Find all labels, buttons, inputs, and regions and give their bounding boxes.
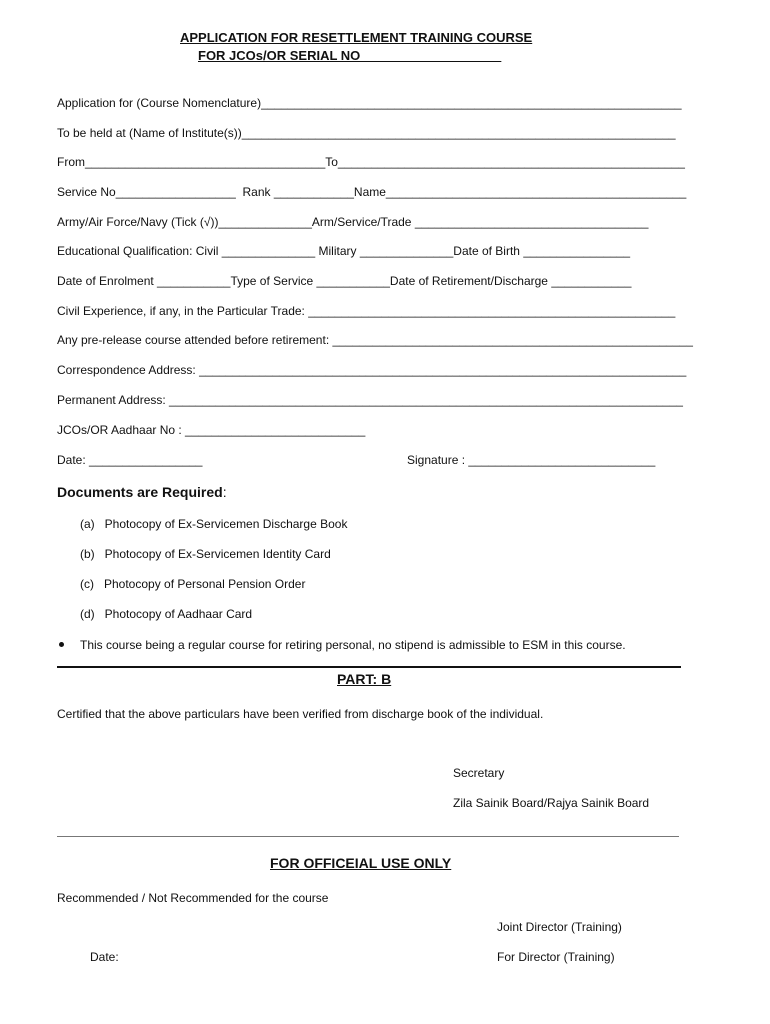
official-use-heading: FOR OFFICEIAL USE ONLY [270,855,452,871]
correspondence-address-field[interactable]: Correspondence Address: _________________________________________________________________________ [57,363,687,377]
sainik-board-label: Zila Sainik Board/Rajya Sainik Board [453,796,650,810]
enrolment-field[interactable]: Date of Enrolment ___________Type of Service ___________Date of Retirement/Discharge ____________ [57,274,632,288]
certified-statement: Certified that the above particulars have been verified from discharge book of the individual. [57,707,544,721]
for-director-label: For Director (Training) [497,950,615,964]
joint-director-label: Joint Director (Training) [497,920,622,934]
documents-heading-colon: : [222,484,227,500]
document-item-d: (d) Photocopy of Aadhaar Card [80,607,253,621]
civil-experience-field[interactable]: Civil Experience, if any, in the Particular Trade: _______________________________________________________ [57,304,676,318]
bullet-icon [59,642,64,647]
education-field[interactable]: Educational Qualification: Civil ______________ Military ______________Date of Birth ________________ [57,244,631,258]
documents-heading: Documents are Required [57,484,223,500]
documents-heading-row [57,483,227,502]
recommendation-label: Recommended / Not Recommended for the course [57,891,329,905]
aadhaar-field[interactable]: JCOs/OR Aadhaar No : ___________________________ [57,423,366,437]
permanent-address-field[interactable]: Permanent Address: _____________________________________________________________________________ [57,393,683,407]
signature-field[interactable]: Signature : ____________________________ [407,453,656,467]
pre-release-field[interactable]: Any pre-release course attended before retirement: ______________________________________________________ [57,333,693,347]
part-b-divider [57,666,681,668]
service-rank-name-field[interactable]: Service No__________________ Rank ____________Name_____________________________________________ [57,185,687,199]
date-field[interactable]: Date: _________________ [57,453,203,467]
part-b-heading: PART: B [337,671,392,687]
document-item-c: (c) Photocopy of Personal Pension Order [80,577,306,591]
document-item-a: (a) Photocopy of Ex-Servicemen Discharge Book [80,517,348,531]
document-item-b: (b) Photocopy of Ex-Servicemen Identity Card [80,547,331,561]
stipend-note: This course being a regular course for retiring personal, no stipend is admissible to ESM in this course. [80,638,626,652]
official-divider [57,836,679,837]
course-nomenclature-field[interactable]: Application for (Course Nomenclature)_______________________________________________________________ [57,96,682,110]
form-title-line1: APPLICATION FOR RESETTLEMENT TRAINING COURSE [180,30,533,45]
secretary-label: Secretary [453,766,505,780]
from-to-field[interactable]: From____________________________________To____________________________________________________ [57,155,685,169]
form-title-line2: FOR JCOs/OR SERIAL NO ___________________ [198,48,502,63]
army-trade-field[interactable]: Army/Air Force/Navy (Tick (√))______________Arm/Service/Trade ___________________________________ [57,215,649,229]
institute-field[interactable]: To be held at (Name of Institute(s))_________________________________________________________________ [57,126,676,140]
official-date-label: Date: [90,950,119,964]
